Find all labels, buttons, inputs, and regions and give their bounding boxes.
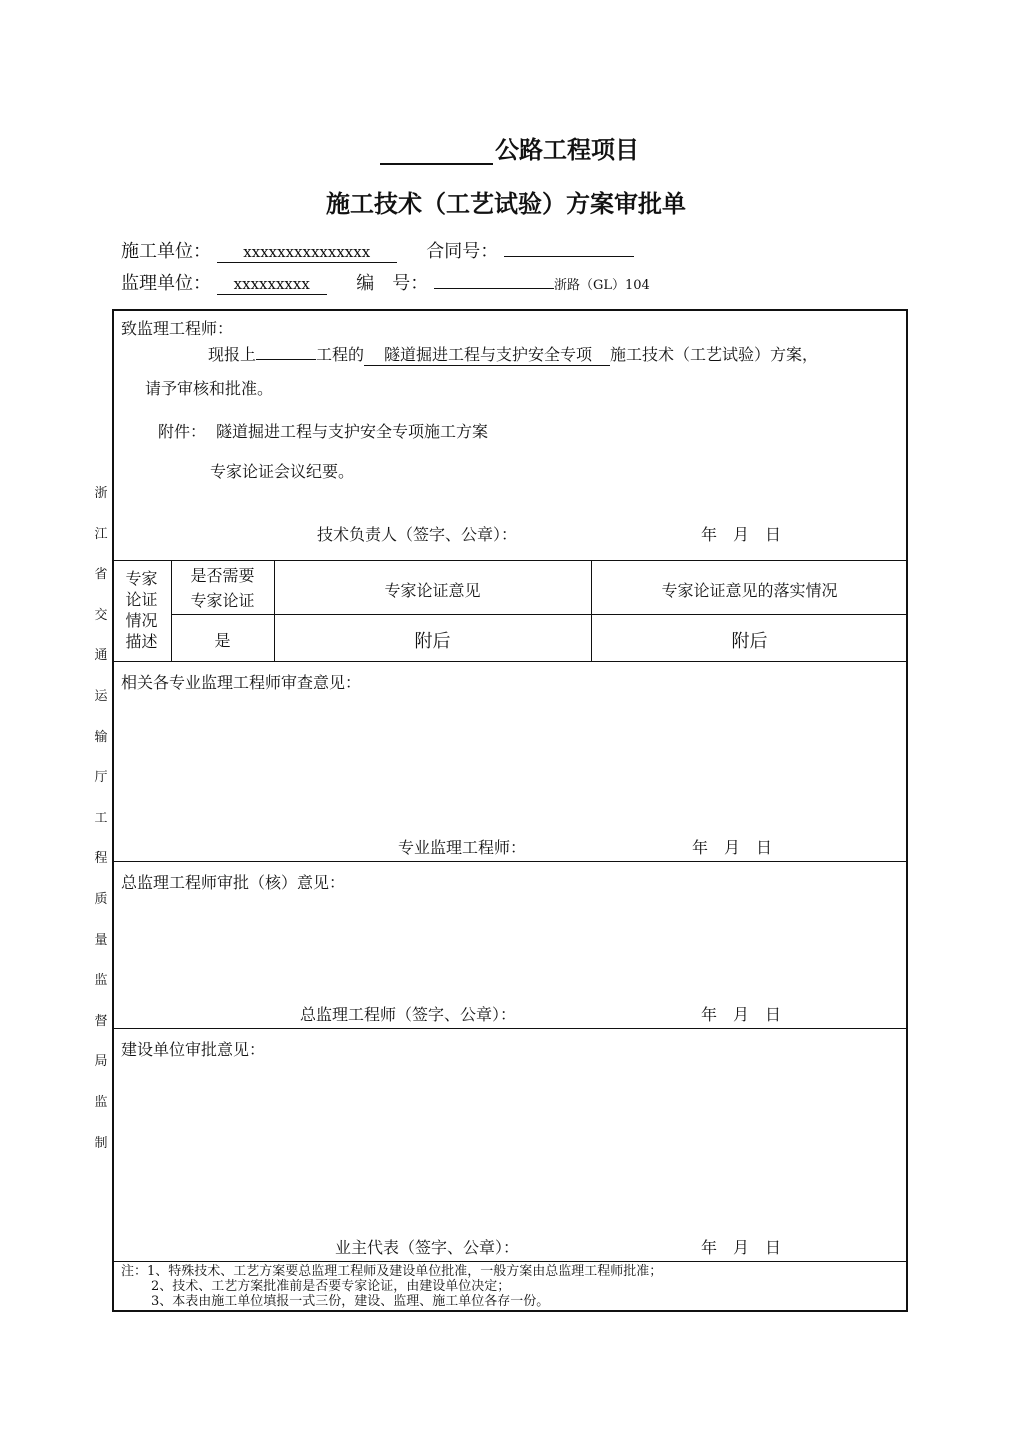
supervisor-label: 监理单位： [121,273,211,294]
project-blank[interactable] [256,359,316,360]
project-title-suffix: 公路工程项目 [495,135,639,164]
project-title [380,130,639,165]
side-text-char: 督 [94,1013,108,1029]
review-signature: 专业监理工程师： [398,838,527,857]
chief-signature: 总监理工程师（签字、公章）： [300,1005,517,1024]
expert-implementation-header: 专家论证意见的落实情况 [661,581,838,600]
notes [121,1264,662,1309]
side-text-char: 交 [94,607,108,623]
project-name[interactable]: 隧道掘进工程与支护安全专项 [364,345,610,366]
expert-row-header-line: 描述 [125,632,158,651]
side-text-char: 江 [94,526,108,542]
addressee: 致监理工程师： [121,319,234,338]
owner-signature: 业主代表（签字、公章）： [335,1238,520,1257]
note-item: 3、本表由施工单位填报一式三份，建设、监理、施工单位各存一份。 [151,1294,550,1309]
side-text-char: 局 [94,1054,108,1070]
side-text-char: 制 [94,1135,108,1151]
side-text-char: 厅 [94,770,108,786]
project-name-blank[interactable] [380,137,493,165]
expert-row-header-line: 专家 [125,569,158,588]
contractor-field[interactable]: xxxxxxxxxxxxxxx [217,242,397,263]
chief-date: 年 月 日 [701,1005,782,1024]
side-text-char: 工 [94,810,108,826]
side-text-char: 监 [94,973,108,989]
attachment-row [158,419,488,442]
serial-field[interactable] [434,288,554,289]
side-text-char: 监 [94,1094,108,1110]
serial-label: 编 号： [356,273,429,294]
divider-owner-top [112,1028,908,1029]
supervisor-field[interactable]: xxxxxxxxx [217,274,327,295]
report-text-a: 现报上 [208,345,257,364]
review-date: 年 月 日 [692,838,773,857]
side-text-char: 量 [94,932,108,948]
contractor-row [121,237,634,263]
expert-opinion-value[interactable]: 附后 [414,631,451,652]
divider-chief-top [112,861,908,862]
contract-no-label: 合同号： [426,241,499,262]
attachment-item-1: 隧道掘进工程与支护安全专项施工方案 [216,422,489,441]
expert-needed-header [171,563,274,613]
contractor-label: 施工单位： [121,241,211,262]
owner-date: 年 月 日 [701,1238,782,1257]
tech-lead-date: 年 月 日 [701,525,782,544]
form-title: 施工技术（工艺试验）方案审批单 [326,189,686,218]
expert-needed-header-line: 专家论证 [190,591,255,610]
note-item: 注：1、特殊技术、工艺方案要总监理工程师及建设单位批准，一般方案由总监理工程师批准； [121,1264,663,1279]
report-text-b: 工程的 [316,345,365,364]
expert-opinion-header: 专家论证意见 [384,581,481,600]
expert-row-header-line: 论证 [125,590,158,609]
side-text-char: 输 [94,729,108,745]
owner-opinion-label: 建设单位审批意见： [121,1040,266,1059]
side-text-char: 程 [94,851,108,867]
form-code: 浙路（GL）104 [553,278,650,293]
report-line-1 [208,342,818,366]
supervisor-row [121,269,650,295]
attachment-label: 附件： [158,422,207,441]
attachment-item-2: 专家论证会议纪要。 [210,462,355,481]
contract-no-field[interactable] [504,256,634,257]
review-opinion-label: 相关各专业监理工程师审查意见： [121,673,362,692]
side-vertical-text [92,474,110,1164]
divider-expert-mid [171,614,908,615]
tech-lead-signature: 技术负责人（签字、公章）： [317,525,518,544]
side-text-char: 运 [94,688,108,704]
side-text-char: 通 [94,648,108,664]
chief-opinion-label: 总监理工程师审批（核）意见： [121,873,346,892]
divider-notes-top [112,1261,908,1262]
note-item: 2、技术、工艺方案批准前是否要专家论证，由建设单位决定； [151,1279,511,1294]
report-line-2: 请予审核和批准。 [145,379,274,398]
expert-needed-value[interactable]: 是 [214,631,231,650]
side-text-char: 省 [94,567,108,583]
expert-needed-header-line: 是否需要 [190,566,255,585]
report-text-c: 施工技术（工艺试验）方案， [610,345,819,364]
expert-row-header [112,568,171,652]
side-text-char: 浙 [94,486,108,501]
divider-expert-top [112,560,908,561]
divider-review-top [112,661,908,662]
expert-implementation-value[interactable]: 附后 [731,631,768,652]
side-text-char: 质 [94,891,108,907]
expert-row-header-line: 情况 [125,611,158,630]
